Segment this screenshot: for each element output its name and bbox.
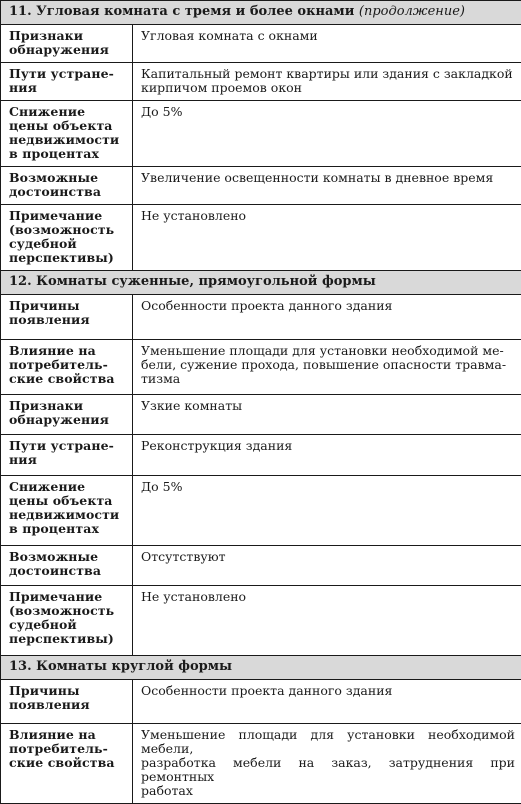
row-value: Не установлено (133, 205, 521, 271)
section-note: (продолжение) (359, 4, 465, 19)
row-label: Пути устране- ния (1, 435, 133, 476)
table-row (1, 101, 521, 167)
section-title-text: 11. Угловая комната с тремя и более окнами (9, 4, 354, 19)
table-row (1, 25, 521, 63)
row-label: Примечание (возможность судебной перспективы) (1, 205, 133, 271)
section-header-row (1, 271, 521, 295)
section-title-text: 12. Комнаты суженные, прямоугольной формы (9, 274, 376, 289)
section-title-text: 13. Комнаты круглой формы (9, 659, 232, 674)
row-value: Отсутствуют (133, 546, 521, 586)
row-label: Влияние на потребитель- ские свойства (1, 724, 133, 804)
table-row (1, 395, 521, 435)
table-row (1, 295, 521, 340)
section-header-row (1, 1, 521, 25)
row-label: Признаки обнаружения (1, 395, 133, 435)
table-row (1, 586, 521, 656)
row-label: Снижение цены объекта недвижимости в процентах (1, 101, 133, 167)
table-row (1, 340, 521, 395)
section-title (1, 656, 521, 680)
row-value: До 5% (133, 101, 521, 167)
row-label: Возможные достоинства (1, 167, 133, 205)
table-row (1, 680, 521, 724)
row-value: Особенности проекта данного здания (133, 680, 521, 724)
row-value: Не установлено (133, 586, 521, 656)
row-label: Снижение цены объекта недвижимости в процентах (1, 476, 133, 546)
row-label: Примечание (возможность судебной перспективы) (1, 586, 133, 656)
table-row (1, 476, 521, 546)
row-value: Узкие комнаты (133, 395, 521, 435)
row-value: Особенности проекта данного здания (133, 295, 521, 340)
table-row (1, 724, 521, 804)
row-value: До 5% (133, 476, 521, 546)
table-row (1, 63, 521, 101)
row-label: Пути устране- ния (1, 63, 133, 101)
row-value: Капитальный ремонт квартиры или здания с закладкой кирпичом проемов окон (133, 63, 521, 101)
row-label: Причины появления (1, 295, 133, 340)
section-title (1, 271, 521, 295)
row-value: Уменьшение площади для установки необходимой ме- бели, сужение прохода, повышение опасности травма- тизма (133, 340, 521, 395)
row-label: Возможные достоинства (1, 546, 133, 586)
section-title (1, 1, 521, 25)
table-row (1, 205, 521, 271)
row-value: Угловая комната с окнами (133, 25, 521, 63)
row-label: Причины появления (1, 680, 133, 724)
table-row (1, 435, 521, 476)
row-value: Увеличение освещенности комнаты в дневное время (133, 167, 521, 205)
table-row (1, 546, 521, 586)
row-value: Реконструкция здания (133, 435, 521, 476)
section-header-row (1, 656, 521, 680)
row-label: Влияние на потребитель- ские свойства (1, 340, 133, 395)
row-value: Уменьшение площади для установки необходимой мебели, разработка мебели на заказ, затруднения при ремонтных работах (133, 724, 521, 804)
row-label: Признаки обнаружения (1, 25, 133, 63)
table-row (1, 167, 521, 205)
